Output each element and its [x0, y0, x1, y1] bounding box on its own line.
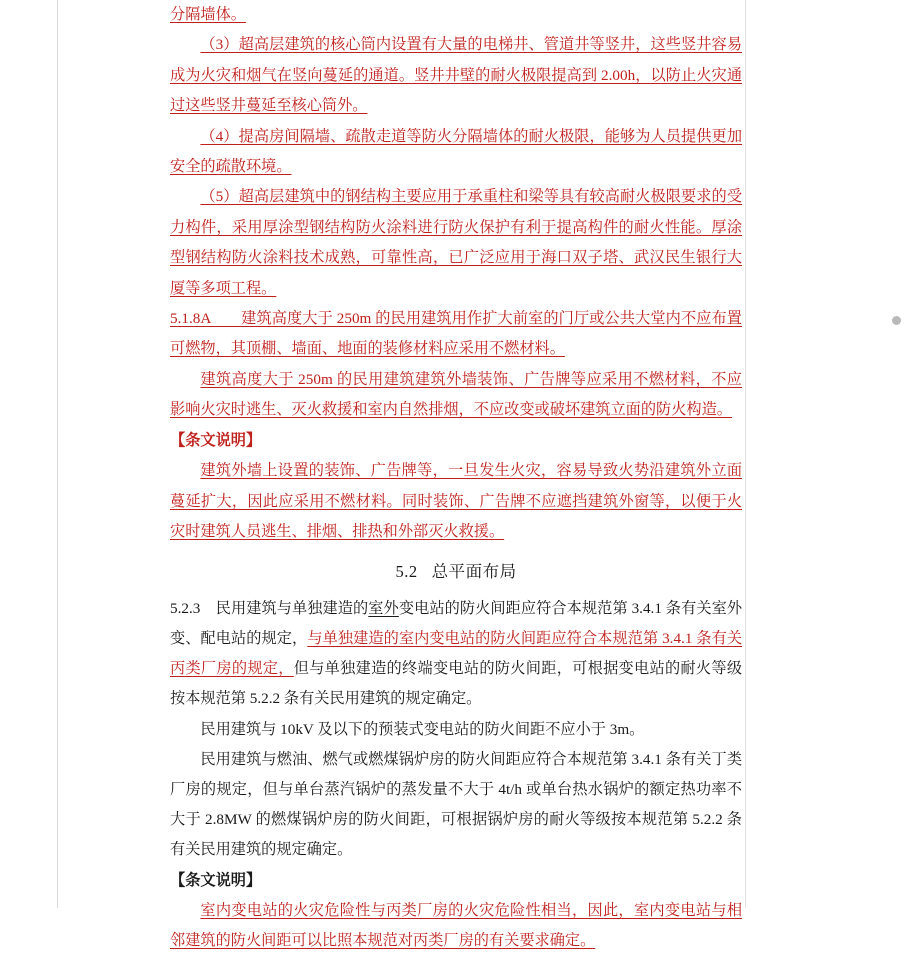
paragraph-item-5: （5）超高层建筑中的钢结构主要应用于承重柱和梁等具有较高耐火极限要求的受力构件，采用厚涂型钢结构防火涂料进行防火保护有利于提高构件的耐火性能。厚涂型钢结构防火涂料技术成熟，可靠性高，已广泛应用于海口双子塔、武汉民生银行大厦等多项工程。 — [170, 188, 742, 297]
section-title — [170, 557, 742, 587]
scroll-indicator-dot[interactable] — [892, 316, 901, 325]
clause-5-2-3-run-4-red: 与单独建造的室内变电站的防火间距应符合本规范第 3.4.1 条有关丙类厂房的规定， — [170, 629, 743, 678]
paragraph-item-3: （3）超高层建筑的核心筒内设置有大量的电梯井、管道井等竖井，这些竖井容易成为火灾和烟气在竖向蔓延的通道。竖井井壁的耐火极限提高到 2.00h，以防止火灾通过这些竖井蔓延至核心筒外。 — [170, 36, 742, 115]
note-heading-2: 【条文说明】 — [170, 871, 262, 889]
section-number: 5.2 — [395, 562, 418, 582]
clause-5-1-8A-paragraph-2: 建筑高度大于 250m 的民用建筑建筑外墙装饰、广告牌等应采用不燃材料，不应影响火灾时逃生、灭火救援和室内自然排烟，不应改变或破坏建筑立面的防火构造。 — [170, 370, 742, 419]
paragraph-fire-partition-wall: 分隔墙体。 — [170, 6, 246, 23]
note-body-1: 建筑外墙上设置的装饰、广告牌等，一旦发生火灾，容易导致火势沿建筑外立面蔓延扩大，因此应采用不燃材料。同时装饰、广告牌不应遮挡建筑外窗等，以便于火灾时建筑人员逃生、排烟、排热和外部灭火救援。 — [170, 462, 742, 540]
section-label: 总平面布局 — [431, 562, 517, 582]
document-body — [170, 0, 742, 957]
clause-5-2-3-run-5: 但与单独建造的终端变电站的防火间距，可根据变电站的耐火等级按本规范第 5.2.2 条有关民用建筑的规定确定。 — [170, 660, 743, 708]
clause-5-2-3-run-2-underline: 室外 — [368, 599, 399, 617]
note-heading-1: 【条文说明】 — [170, 431, 262, 449]
clause-5-2-3-run-1: 5.2.3 民用建筑与单独建造的 — [170, 599, 369, 617]
clause-5-2-3 — [170, 594, 742, 715]
note-body-2: 室内变电站的火灾危险性与丙类厂房的火灾危险性相当，因此，室内变电站与相邻建筑的防火间距可以比照本规范对丙类厂房的有关要求确定。 — [170, 901, 742, 950]
page-right-rule — [745, 0, 746, 908]
clause-5-1-8A: 5.1.8A 建筑高度大于 250m 的民用建筑用作扩大前室的门厅或公共大堂内不应布置可燃物，其顶棚、墙面、地面的装修材料应采用不燃材料。 — [170, 310, 742, 358]
paragraph-item-4: （4）提高房间隔墙、疏散走道等防火分隔墙体的耐火极限，能够为人员提供更加安全的疏散环境。 — [170, 127, 742, 176]
clause-5-2-3-paragraph-2: 民用建筑与 10kV 及以下的预装式变电站的防火间距不应小于 3m。 — [200, 720, 645, 738]
clause-5-2-3-paragraph-3: 民用建筑与燃油、燃气或燃煤锅炉房的防火间距应符合本规范第 3.4.1 条有关丁类厂房的规定，但与单台蒸汽锅炉的蒸发量不大于 4t/h 或单台热水锅炉的额定热功率不大于 2.8MW 的燃煤锅炉房的防火间距，可根据锅炉房的耐火等级按本规范第 5.2.2 条有关民用建筑的规定确定。 — [170, 750, 742, 859]
page-left-rule — [57, 0, 58, 908]
clause-5-2-3-run-3: 变电站的防火间距应符合本规范第 3.4.1 条有关室外变、配电站的规定， — [170, 599, 743, 647]
